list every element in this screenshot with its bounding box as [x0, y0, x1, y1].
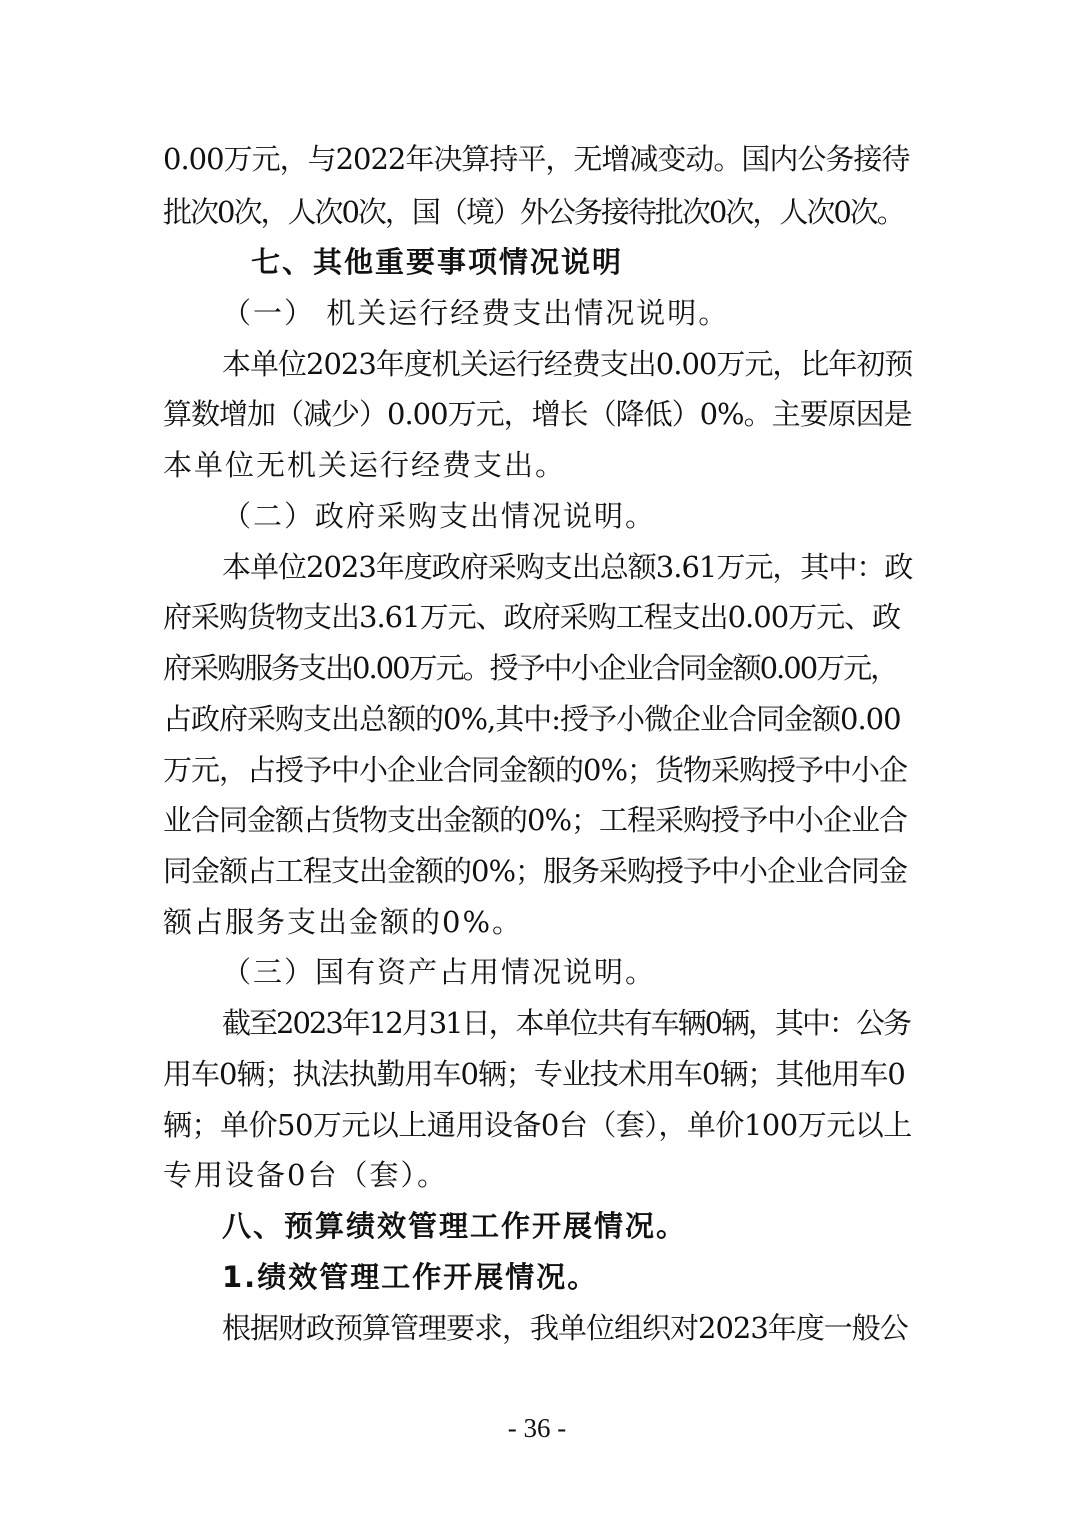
body-text-line: 本单位2023年度机关运行经费支出0.00万元，比年初预 — [222, 347, 913, 381]
subsection-heading: （一） 机关运行经费支出情况说明。 — [222, 296, 730, 330]
body-text-line: 批次0次，人次0次，国（境）外公务接待批次0次，人次0次。 — [163, 195, 904, 229]
subsection-heading: （二）政府采购支出情况说明。 — [222, 499, 657, 533]
subsection-heading: 1.绩效管理工作开展情况。 — [222, 1260, 599, 1294]
body-text-line: 额占服务支出金额的0%。 — [163, 905, 524, 939]
body-text-line: 业合同金额占货物支出金额的0%；工程采购授予中小企业合 — [163, 803, 908, 837]
body-text-line: 辆；单价50万元以上通用设备0台（套），单价100万元以上 — [163, 1108, 912, 1142]
body-text-line: 算数增加（减少）0.00万元，增长（降低）0%。主要原因是 — [163, 397, 912, 431]
page-number: - 36 - — [507, 1413, 567, 1443]
body-text-line: 府采购货物支出3.61万元、政府采购工程支出0.00万元、政 — [163, 600, 901, 634]
section-heading: 八、预算绩效管理工作开展情况。 — [222, 1209, 688, 1243]
body-text-line: 专用设备0台（套）。 — [163, 1158, 448, 1192]
body-text-line: 用车0辆；执法执勤用车0辆；专业技术用车0辆；其他用车0 — [163, 1057, 905, 1091]
body-text-line: 截至2023年12月31日，本单位共有车辆0辆，其中：公务 — [222, 1006, 911, 1040]
body-text-line: 占政府采购支出总额的0%,其中:授予小微企业合同金额0.00 — [163, 702, 901, 736]
body-text-line: 根据财政预算管理要求，我单位组织对2023年度一般公 — [222, 1311, 908, 1345]
body-text-line: 万元，占授予中小企业合同金额的0%；货物采购授予中小企 — [163, 753, 908, 787]
body-text-line: 同金额占工程支出金额的0%；服务采购授予中小企业合同金 — [163, 854, 908, 888]
body-text-line: 府采购服务支出0.00万元。授予中小企业合同金额0.00万元， — [163, 651, 898, 685]
section-heading: 七、其他重要事项情况说明 — [251, 245, 624, 279]
body-text-line: 本单位2023年度政府采购支出总额3.61万元，其中：政 — [222, 550, 913, 584]
subsection-heading: （三）国有资产占用情况说明。 — [222, 955, 657, 989]
body-text-line: 本单位无机关运行经费支出。 — [163, 448, 567, 482]
body-text-line: 0.00万元，与2022年决算持平，无增减变动。国内公务接待 — [163, 142, 910, 176]
